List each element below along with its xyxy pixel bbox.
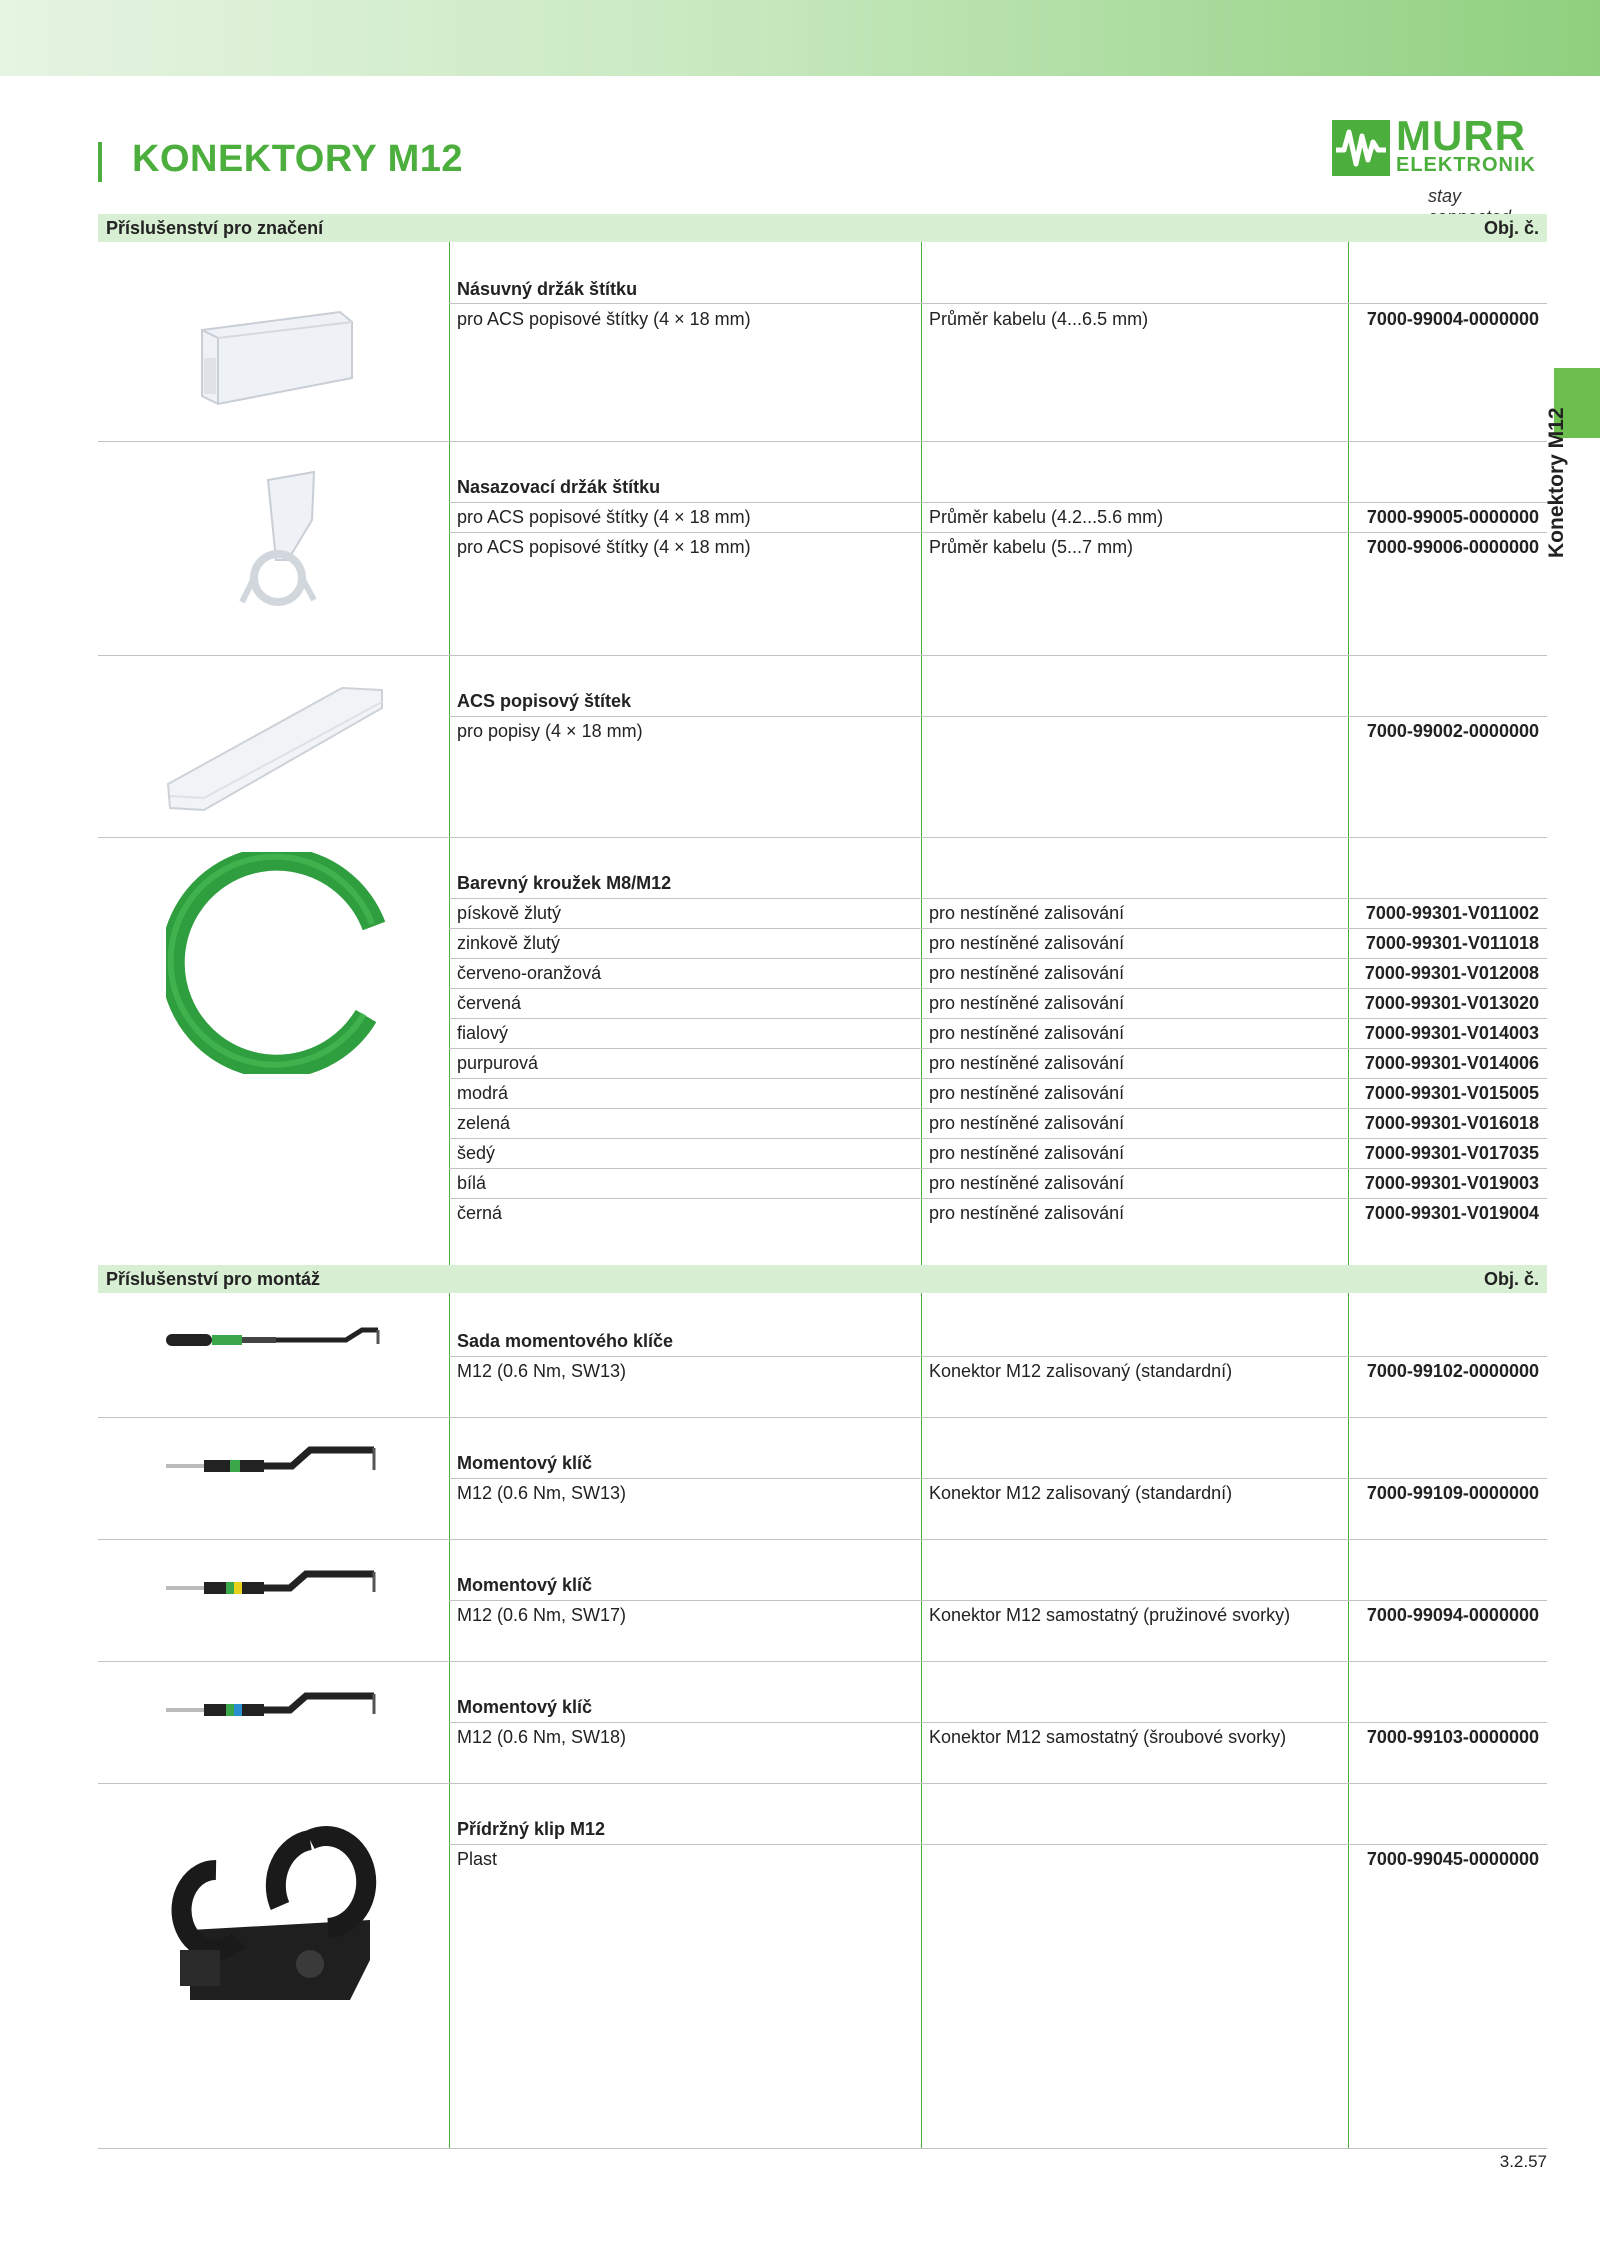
row-divider bbox=[449, 1078, 1547, 1079]
product-title: Momentový klíč bbox=[457, 1453, 593, 1473]
murr-logo bbox=[1332, 112, 1548, 212]
clip-on-label-holder-image bbox=[228, 470, 328, 620]
row-divider bbox=[449, 1018, 1547, 1019]
section-label: Příslušenství pro montáž bbox=[106, 1269, 321, 1289]
product-spec: Konektor M12 samostatný (pružinové svorky) bbox=[929, 1605, 1291, 1625]
row-divider bbox=[449, 502, 1547, 503]
order-code: 7000-99109-0000000 bbox=[1366, 1483, 1539, 1503]
order-number-header: Obj. č. bbox=[1483, 1269, 1539, 1289]
row-divider bbox=[449, 958, 1547, 959]
order-code: 7000-99301-V016018 bbox=[1364, 1113, 1539, 1133]
page-title: KONEKTORY M12 bbox=[132, 138, 463, 180]
product-description: pro ACS popisové štítky (4 × 18 mm) bbox=[457, 537, 751, 557]
section-header-marking bbox=[98, 214, 1547, 242]
order-code: 7000-99094-0000000 bbox=[1366, 1605, 1539, 1625]
order-code: 7000-99301-V015005 bbox=[1364, 1083, 1539, 1103]
title-accent-bar bbox=[98, 142, 102, 182]
product-description: zelená bbox=[457, 1113, 511, 1133]
torque-wrench-set-image bbox=[166, 1326, 382, 1352]
acs-label-image bbox=[164, 680, 384, 816]
order-code: 7000-99301-V014006 bbox=[1364, 1053, 1539, 1073]
order-code: 7000-99004-0000000 bbox=[1366, 309, 1539, 329]
product-title: Nasazovací držák štítku bbox=[457, 477, 661, 497]
logo-murr-text: MURR bbox=[1396, 112, 1526, 159]
row-divider bbox=[449, 988, 1547, 989]
order-number-header: Obj. č. bbox=[1483, 218, 1539, 238]
product-description: fialový bbox=[457, 1023, 509, 1043]
row-divider bbox=[449, 1108, 1547, 1109]
row-divider bbox=[449, 303, 1547, 304]
product-spec: Průměr kabelu (4.2...5.6 mm) bbox=[929, 507, 1164, 527]
product-description: pro ACS popisové štítky (4 × 18 mm) bbox=[457, 507, 751, 527]
product-description: M12 (0.6 Nm, SW13) bbox=[457, 1361, 627, 1381]
torque-wrench-image bbox=[166, 1568, 382, 1600]
product-title: Násuvný držák štítku bbox=[457, 279, 638, 299]
order-code: 7000-99045-0000000 bbox=[1366, 1849, 1539, 1869]
product-spec: pro nestíněné zalisování bbox=[929, 993, 1125, 1013]
product-description: pískově žlutý bbox=[457, 903, 562, 923]
product-divider bbox=[98, 1417, 1547, 1418]
product-spec: pro nestíněné zalisování bbox=[929, 963, 1125, 983]
product-description: Plast bbox=[457, 1849, 498, 1869]
product-spec: pro nestíněné zalisování bbox=[929, 1203, 1125, 1223]
product-spec: Konektor M12 zalisovaný (standardní) bbox=[929, 1483, 1233, 1503]
column-divider bbox=[921, 214, 922, 2149]
top-color-band bbox=[0, 0, 1600, 76]
product-description: pro popisy (4 × 18 mm) bbox=[457, 721, 643, 741]
product-title: Barevný kroužek M8/M12 bbox=[457, 873, 672, 893]
order-code: 7000-99301-V011002 bbox=[1365, 903, 1539, 923]
product-title: Přídržný klip M12 bbox=[457, 1819, 606, 1839]
torque-wrench-image bbox=[166, 1440, 382, 1480]
order-code: 7000-99301-V013020 bbox=[1364, 993, 1539, 1013]
product-spec: pro nestíněné zalisování bbox=[929, 1053, 1125, 1073]
product-divider bbox=[98, 1783, 1547, 1784]
product-description: pro ACS popisové štítky (4 × 18 mm) bbox=[457, 309, 751, 329]
product-description: bílá bbox=[457, 1173, 487, 1193]
product-description: červená bbox=[457, 993, 522, 1013]
table-bottom-border bbox=[98, 2148, 1547, 2149]
page-number: 3.2.57 bbox=[1499, 2152, 1547, 2171]
logo-tagline: stay bbox=[1428, 186, 1462, 206]
order-code: 7000-99301-V014003 bbox=[1364, 1023, 1539, 1043]
row-divider bbox=[449, 1198, 1547, 1199]
product-spec: pro nestíněné zalisování bbox=[929, 933, 1125, 953]
row-divider bbox=[449, 928, 1547, 929]
product-description: černá bbox=[457, 1203, 503, 1223]
row-divider bbox=[449, 1722, 1547, 1723]
product-divider bbox=[98, 1539, 1547, 1540]
product-description: M12 (0.6 Nm, SW18) bbox=[457, 1727, 627, 1747]
color-ring-image bbox=[166, 852, 388, 1074]
order-code: 7000-99301-V017035 bbox=[1364, 1143, 1539, 1163]
product-description: červeno-oranžová bbox=[457, 963, 602, 983]
order-code: 7000-99301-V019003 bbox=[1364, 1173, 1539, 1193]
logo-elektronik-text: ELEKTRONIK bbox=[1396, 154, 1536, 176]
product-title: Sada momentového klíče bbox=[457, 1331, 674, 1351]
section-label: Příslušenství pro značení bbox=[106, 218, 324, 238]
product-spec: Konektor M12 zalisovaný (standardní) bbox=[929, 1361, 1233, 1381]
product-title: Momentový klíč bbox=[457, 1575, 593, 1595]
product-description: zinkově žlutý bbox=[457, 933, 561, 953]
section-header-mounting bbox=[98, 1265, 1547, 1293]
product-spec: pro nestíněné zalisování bbox=[929, 903, 1125, 923]
column-divider bbox=[1348, 214, 1349, 2149]
product-divider bbox=[98, 837, 1547, 838]
product-divider bbox=[98, 441, 1547, 442]
row-divider bbox=[449, 716, 1547, 717]
product-spec: pro nestíněné zalisování bbox=[929, 1173, 1125, 1193]
row-divider bbox=[449, 1168, 1547, 1169]
product-spec: Průměr kabelu (4...6.5 mm) bbox=[929, 309, 1149, 329]
product-divider bbox=[98, 655, 1547, 656]
row-divider bbox=[449, 1138, 1547, 1139]
order-code: 7000-99301-V012008 bbox=[1364, 963, 1539, 983]
row-divider bbox=[449, 1844, 1547, 1845]
murr-logo-mark bbox=[1332, 120, 1390, 176]
column-divider bbox=[449, 214, 450, 2149]
order-code: 7000-99301-V019004 bbox=[1364, 1203, 1539, 1223]
product-spec: pro nestíněné zalisování bbox=[929, 1143, 1125, 1163]
order-code: 7000-99006-0000000 bbox=[1366, 537, 1539, 557]
order-code: 7000-99301-V011018 bbox=[1365, 933, 1539, 953]
product-title: ACS popisový štítek bbox=[457, 691, 632, 711]
side-tab-label: Konektory M12 bbox=[1545, 407, 1568, 558]
row-divider bbox=[449, 1478, 1547, 1479]
product-description: modrá bbox=[457, 1083, 509, 1103]
order-code: 7000-99103-0000000 bbox=[1366, 1727, 1539, 1747]
product-spec: pro nestíněné zalisování bbox=[929, 1113, 1125, 1133]
label-holder-image bbox=[190, 308, 360, 416]
product-description: šedý bbox=[457, 1143, 496, 1163]
order-code: 7000-99102-0000000 bbox=[1366, 1361, 1539, 1381]
retaining-clip-image bbox=[160, 1810, 390, 2010]
row-divider bbox=[449, 1048, 1547, 1049]
row-divider bbox=[449, 532, 1547, 533]
product-description: M12 (0.6 Nm, SW13) bbox=[457, 1483, 627, 1503]
product-spec: Konektor M12 samostatný (šroubové svorky) bbox=[929, 1727, 1287, 1747]
product-divider bbox=[98, 1661, 1547, 1662]
order-code: 7000-99002-0000000 bbox=[1366, 721, 1539, 741]
row-divider bbox=[449, 1356, 1547, 1357]
torque-wrench-image bbox=[166, 1690, 382, 1722]
row-divider bbox=[449, 1600, 1547, 1601]
order-code: 7000-99005-0000000 bbox=[1366, 507, 1539, 527]
product-description: M12 (0.6 Nm, SW17) bbox=[457, 1605, 627, 1625]
product-description: purpurová bbox=[457, 1053, 539, 1073]
row-divider bbox=[449, 898, 1547, 899]
product-title: Momentový klíč bbox=[457, 1697, 593, 1717]
product-spec: Průměr kabelu (5...7 mm) bbox=[929, 537, 1134, 557]
product-spec: pro nestíněné zalisování bbox=[929, 1023, 1125, 1043]
product-spec: pro nestíněné zalisování bbox=[929, 1083, 1125, 1103]
